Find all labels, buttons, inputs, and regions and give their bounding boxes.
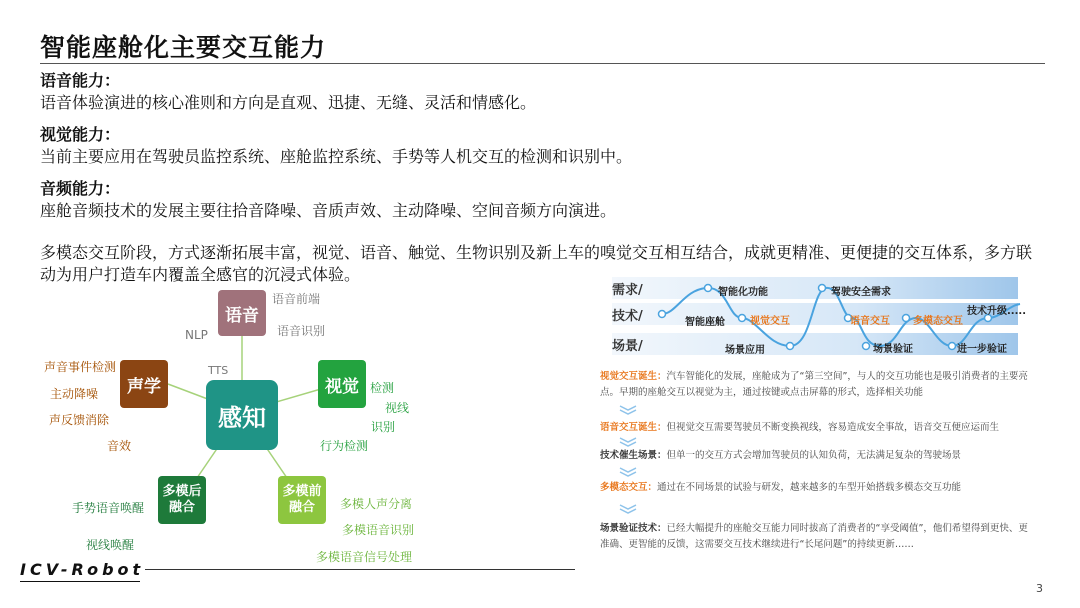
pre-fusion-line1: 多模前 bbox=[282, 484, 322, 499]
chevron-down-icon bbox=[618, 503, 638, 515]
timeline-row-demand: 需求/ bbox=[612, 283, 643, 298]
desc-tech-scene bbox=[600, 448, 1030, 464]
timeline-node: 智能化功能 bbox=[718, 287, 768, 298]
voice-item: 语音识别 bbox=[277, 324, 326, 338]
center-node: 感知 bbox=[206, 380, 278, 450]
chevron-down-icon bbox=[618, 436, 638, 448]
desc-key: 场景验证技术： bbox=[600, 523, 667, 534]
desc-key: 视觉交互诞生： bbox=[600, 371, 667, 382]
footer-divider bbox=[145, 569, 575, 570]
desc-multimodal bbox=[600, 480, 1030, 496]
timeline-node: 智能座舱 bbox=[685, 317, 725, 328]
brand-underline bbox=[20, 581, 140, 582]
desc-scene-verify bbox=[600, 521, 1030, 553]
desc-text: 已经大幅提升的座舱交互能力同时拔高了消费者的“享受阈值”，他们希望得到更快、更准确、更智能的反馈，这需要交互技术继续进行“长尾问题”的持续更新…… bbox=[600, 523, 1028, 550]
desc-text: 但单一的交互方式会增加驾驶员的认知负荷，无法满足复杂的驾驶场景 bbox=[666, 450, 962, 461]
acoustic-item: 音效 bbox=[107, 439, 132, 453]
timeline-row-scene: 场景/ bbox=[612, 339, 643, 354]
desc-visual bbox=[600, 369, 1030, 401]
vision-item: 检测 bbox=[370, 381, 395, 395]
timeline-node: 场景验证 bbox=[873, 344, 913, 355]
desc-text: 但视觉交互需要驾驶员不断变换视线，容易造成安全事故，语音交互便应运而生 bbox=[666, 422, 1000, 433]
post-fusion-line2: 融合 bbox=[168, 500, 195, 515]
pre-fusion-item: 多模语音识别 bbox=[342, 523, 415, 537]
section-body: 座舱音频技术的发展主要往拾音降噪、音质声效、主动降噪、空间音频方向演进。 bbox=[40, 201, 617, 220]
desc-text: 通过在不同场景的试验与研发，越来越多的车型开始搭载多模态交互功能 bbox=[657, 482, 962, 493]
post-fusion-line1: 多模后 bbox=[162, 484, 202, 499]
desc-text: 汽车智能化的发展，座舱成为了“第三空间”，与人的交互功能也是吸引消费者的主要亮点。早期的座舱交互以视觉为主，通过按键或点击屏幕的形式，选择相关功能 bbox=[600, 371, 1028, 398]
post-fusion-item: 手势语音唤醒 bbox=[72, 501, 145, 515]
section-body: 当前主要应用在驾驶员监控系统、座舱监控系统、手势等人机交互的检测和识别中。 bbox=[40, 147, 633, 166]
section-heading: 音频能力： bbox=[40, 179, 121, 198]
section-heading: 视觉能力： bbox=[40, 125, 121, 144]
brand-logo: ICV-Robot bbox=[20, 560, 145, 579]
acoustic-item: 声音事件检测 bbox=[44, 360, 117, 374]
section-heading: 语音能力： bbox=[40, 71, 121, 90]
vision-item: 行为检测 bbox=[320, 439, 369, 453]
timeline-node: 进一步验证 bbox=[957, 344, 1007, 355]
acoustic-item: 主动降噪 bbox=[50, 387, 99, 401]
desc-key: 语音交互诞生： bbox=[600, 422, 667, 433]
timeline-node: 驾驶安全需求 bbox=[831, 287, 891, 298]
desc-key: 多模态交互： bbox=[600, 482, 658, 493]
timeline-node: 多模态交互 bbox=[913, 316, 963, 327]
chevron-down-icon bbox=[618, 466, 638, 478]
voice-node: 语音 bbox=[218, 290, 266, 336]
voice-item: NLP bbox=[185, 328, 208, 342]
timeline-node: 视觉交互 bbox=[750, 316, 790, 327]
vision-node: 视觉 bbox=[318, 360, 366, 408]
timeline-row-tech: 技术/ bbox=[612, 309, 643, 324]
timeline-node: 场景应用 bbox=[725, 345, 765, 356]
timeline-node: 语音交互 bbox=[850, 316, 890, 327]
section-body: 语音体验演进的核心准则和方向是直观、迅捷、无缝、灵活和情感化。 bbox=[40, 93, 537, 112]
acoustic-item: 声反馈消除 bbox=[49, 413, 110, 427]
page-title: 智能座舱化主要交互能力 bbox=[40, 33, 327, 62]
pre-fusion-item: 多模语音信号处理 bbox=[316, 550, 413, 564]
pre-fusion-line2: 融合 bbox=[288, 500, 315, 515]
desc-key: 技术催生场景： bbox=[600, 450, 667, 461]
chevron-down-icon bbox=[618, 404, 638, 416]
vision-item: 识别 bbox=[371, 420, 396, 434]
voice-item: 语音前端 bbox=[272, 292, 321, 306]
acoustic-node: 声学 bbox=[120, 360, 168, 408]
multimodal-paragraph: 多模态交互阶段，方式逐渐拓展丰富，视觉、语音、触觉、生物识别及新上车的嗅觉交互相互结合，成就更精准、更便捷的交互体系，多方联动为用户打造车内覆盖全感官的沉浸式体验。 bbox=[40, 243, 1033, 284]
vision-item: 视线 bbox=[385, 401, 410, 415]
pre-fusion-item: 多模人声分离 bbox=[340, 497, 413, 511]
post-fusion-item: 视线唤醒 bbox=[86, 538, 135, 552]
desc-voice bbox=[600, 420, 1030, 436]
voice-item: TTS bbox=[208, 364, 229, 377]
page-number: 3 bbox=[1036, 582, 1043, 595]
timeline-node: 技术升级..... bbox=[967, 306, 1026, 317]
